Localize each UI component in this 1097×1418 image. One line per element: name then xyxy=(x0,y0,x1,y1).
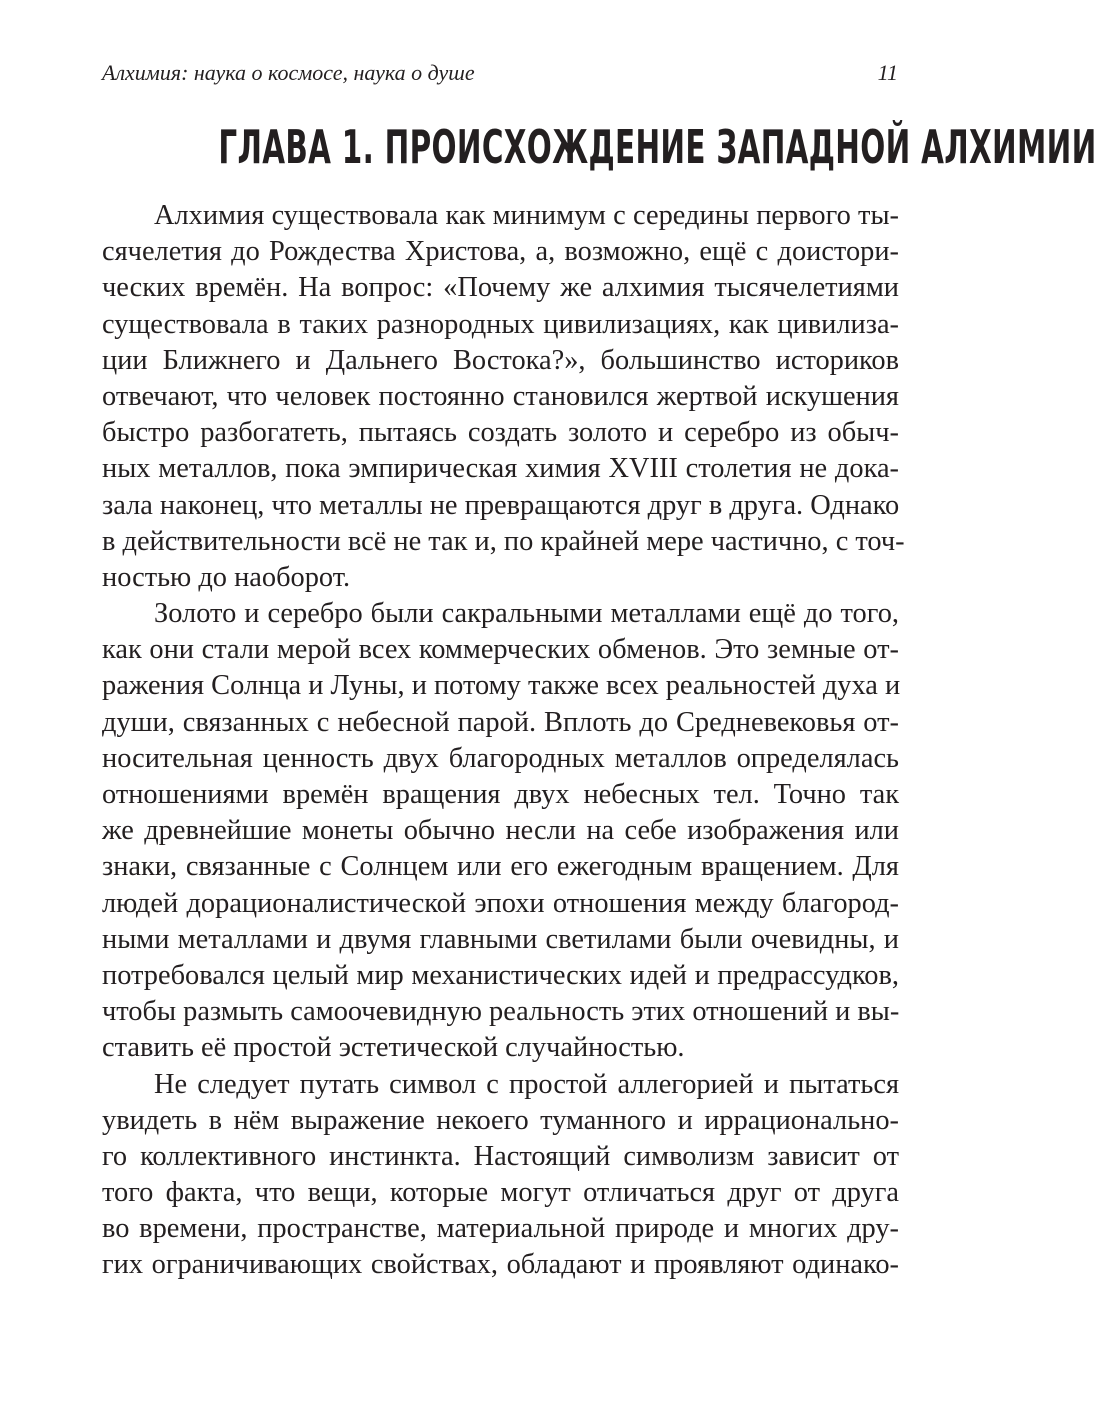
text-line: души, связанных с небесной парой. Вплоть до Средневековья от- xyxy=(102,706,899,738)
text-line: чтобы размыть самоочевидную реальность этих отношений и вы- xyxy=(102,996,900,1028)
text-line: как они стали мерой всех коммерческих обменов. Это земные от- xyxy=(102,634,899,666)
text-line: того факта, что вещи, которые могут отличаться друг от друга xyxy=(102,1177,899,1209)
text-line: в действительности всё не так и, по крайней мере частично, с точ- xyxy=(102,525,905,557)
text-line: потребовался целый мир механистических идей и предрассудков, xyxy=(102,959,899,991)
chapter-heading: ГЛАВА 1. ПРОИСХОЖДЕНИЕ ЗАПАДНОЙ АЛХИМИИ xyxy=(218,120,1097,174)
body-text xyxy=(102,198,905,1284)
text-line: знаки, связанные с Солнцем или его ежегодным вращением. Для xyxy=(102,851,899,883)
paragraph-3 xyxy=(102,1067,899,1284)
running-head-title: Алхимия: наука о космосе, наука о душе xyxy=(102,60,475,85)
text-line: ными металлами и двумя главными светилами были очевидны, и xyxy=(102,923,899,955)
text-line: увидеть в нём выражение некоего туманного и иррационально- xyxy=(102,1104,899,1136)
text-line: носительная ценность двух благородных металлов определялась xyxy=(102,742,899,774)
text-line: отношениями времён вращения двух небесных тел. Точно так xyxy=(102,779,899,810)
paragraph-2 xyxy=(102,596,899,1066)
text-line: ражения Солнца и Луны, и потому также всех реальностей духа и xyxy=(102,670,901,702)
text-line: ческих времён. На вопрос: «Почему же алхимия тысячелетиями xyxy=(102,272,899,304)
text-line: ставить её простой эстетической случайностью. xyxy=(102,1032,685,1064)
text-line: зала наконец, что металлы не превращаются друг в друга. Однако xyxy=(102,489,900,521)
text-line: быстро разбогатеть, пытаясь создать золото и серебро из обыч- xyxy=(102,417,899,449)
running-head xyxy=(102,56,898,90)
text-line: отвечают, что человек постоянно становился жертвой искушения xyxy=(102,380,899,412)
text-line: Золото и серебро были сакральными металлами ещё до того, xyxy=(154,598,899,630)
text-line: ностью до наоборот. xyxy=(102,561,351,593)
text-line: ных металлов, пока эмпирическая химия XVIII столетия не дока- xyxy=(102,453,899,485)
text-line: Алхимия существовала как минимум с середины первого ты- xyxy=(154,200,899,231)
text-line: же древнейшие монеты обычно несли на себе изображения или xyxy=(102,815,899,847)
text-line: во времени, пространстве, материальной природе и многих дру- xyxy=(102,1213,899,1245)
text-line: гих ограничивающих свойствах, обладают и проявляют одинако- xyxy=(102,1249,899,1281)
text-line: людей дорационалистической эпохи отношения между благород- xyxy=(102,887,899,919)
paragraph-1 xyxy=(102,198,905,596)
text-line: го коллективного инстинкта. Настоящий символизм зависит от xyxy=(102,1140,899,1172)
text-line: существовала в таких разнородных цивилизациях, как цивилиза- xyxy=(102,308,899,340)
text-line: Не следует путать символ с простой аллегорией и пытаться xyxy=(154,1068,899,1100)
page-number: 11 xyxy=(877,60,898,85)
text-line: сячелетия до Рождества Христова, а, возможно, ещё с доистори- xyxy=(102,236,899,268)
text-line: ции Ближнего и Дальнего Востока?», большинство историков xyxy=(102,344,899,376)
